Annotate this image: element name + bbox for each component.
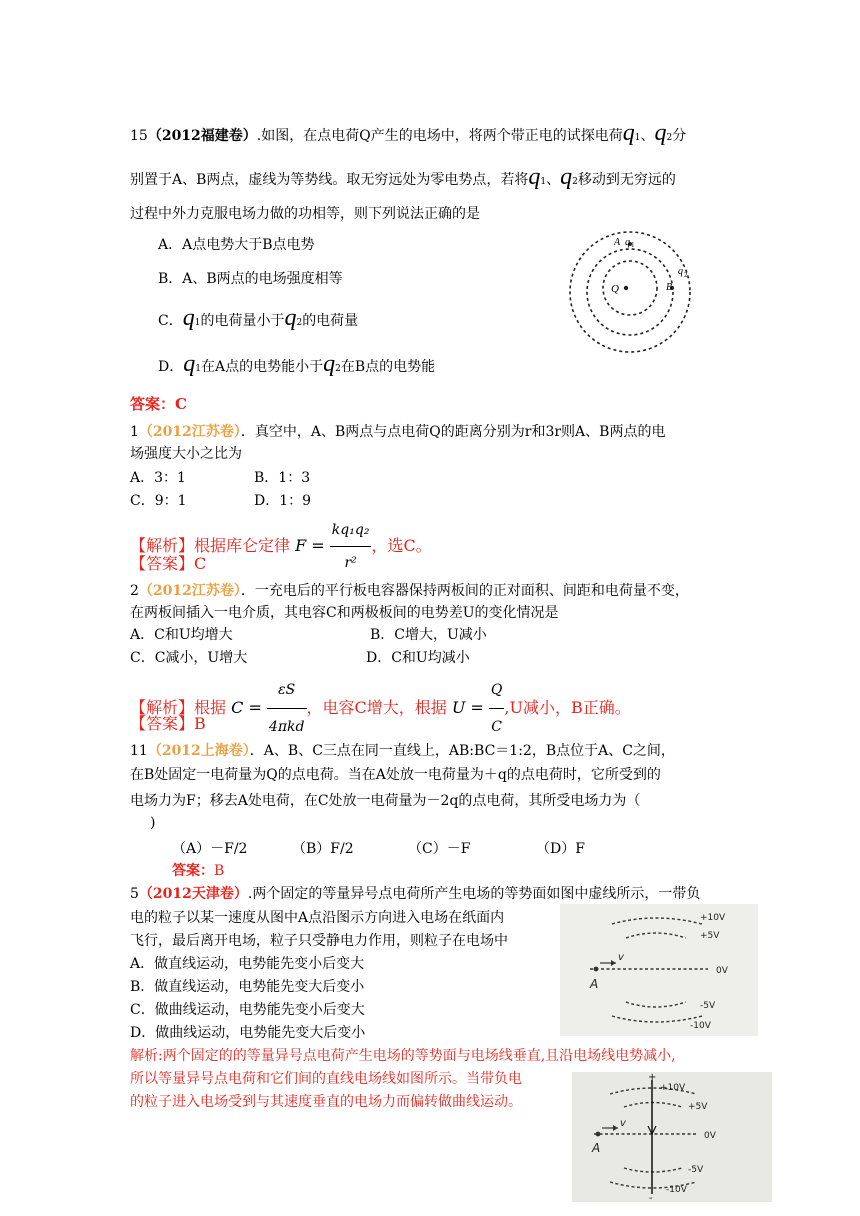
q2-option-b: B．C增大，U减小 bbox=[370, 627, 487, 643]
q15-fig-label-b: B bbox=[666, 282, 673, 293]
q15-q1-sub: 1 bbox=[634, 133, 641, 143]
q11-answer-label: 答案： bbox=[172, 863, 214, 879]
q5-analysis-line1: 解析:两个固定的的等量异号点电荷产生电场的等势面与电场线垂直,且沿电场线电势减小, bbox=[130, 1048, 676, 1064]
q15-q1-sub-2: 1 bbox=[540, 177, 547, 187]
q2-option-d: D．C和U均减小 bbox=[366, 650, 470, 666]
q15-line2 bbox=[130, 165, 676, 189]
q15-option-d-q2: q bbox=[323, 351, 336, 377]
q1-line2: 场强度大小之比为 bbox=[130, 446, 242, 462]
q15-option-d-q1: q bbox=[183, 351, 196, 377]
q5-fig1-label-m10: -10V bbox=[690, 1021, 711, 1031]
q15-text-1b: 分 bbox=[672, 128, 687, 144]
q5-option-b: B．做直线运动，电势能先变大后变小 bbox=[130, 979, 365, 995]
q1-option-b: B．1：3 bbox=[254, 470, 311, 486]
q11-option-a: （A）－F/2 bbox=[172, 841, 248, 857]
q1-analysis-prefix: 【解析】根据库仑定律 bbox=[130, 536, 291, 555]
q5-fig2-label-0v: 0V bbox=[704, 1131, 716, 1141]
q2-option-c: C．C减小，U增大 bbox=[130, 650, 248, 666]
q2-answer: 【答案】B bbox=[130, 714, 206, 733]
q2-formula1-num: εS bbox=[267, 672, 307, 709]
q5-fig1-label-p10: +10V bbox=[700, 913, 726, 923]
q5-fig2-label-minus: - bbox=[649, 1193, 653, 1202]
q1-line1 bbox=[130, 425, 665, 439]
q15-option-c-prefix: C． bbox=[158, 313, 183, 329]
q5-line2: 电的粒子以某一速度从图中A点沿图示方向进入电场在纸面内 bbox=[130, 910, 505, 926]
q5-fig2-label-plus: + bbox=[648, 1072, 657, 1083]
q11-line1 bbox=[130, 744, 675, 758]
q5-source: （2012天津卷） bbox=[138, 886, 248, 902]
q1-text-1: ．真空中，A、B两点与点电荷Q的距离分别为r和3r则A、B两点的电 bbox=[240, 424, 666, 440]
q15-q1-symbol: q bbox=[622, 120, 635, 146]
q11-option-c: （C）－F bbox=[408, 841, 471, 857]
q15-option-c-q1: q bbox=[182, 305, 195, 331]
q5-line3: 飞行，最后离开电场，粒子只受静电力作用，则粒子在电场中 bbox=[130, 933, 508, 949]
q5-fig2-label-v: v bbox=[620, 1118, 626, 1129]
q5-fig1-point-a bbox=[594, 967, 599, 972]
q5-fig2-label-p5: +5V bbox=[688, 1102, 708, 1112]
q15-charge-q-dot bbox=[624, 286, 628, 290]
q15-option-d-prefix: D． bbox=[158, 359, 184, 375]
q11-line3: 电场力为F；移去A处电荷，在C处放一电荷量为－2q的点电荷，其所受电场力为（ bbox=[130, 793, 641, 809]
q15-fig-label-q: Q bbox=[611, 283, 619, 295]
q2-source: （2012江苏卷） bbox=[138, 583, 241, 599]
q2-formula1-lhs: C = bbox=[231, 698, 262, 717]
q15-option-d-mid: 在A点的电势能小于 bbox=[200, 359, 324, 375]
q2-formula2-lhs: U = bbox=[451, 698, 484, 717]
q2-line1 bbox=[130, 584, 689, 598]
q15-option-c bbox=[158, 306, 358, 330]
q2-number: 2 bbox=[130, 583, 139, 599]
q1-analysis-suffix: ，选C。 bbox=[371, 536, 432, 555]
q15-option-d-q2-sub: 2 bbox=[335, 364, 341, 374]
q15-fig-label-q1: q bbox=[625, 237, 630, 248]
q15-option-c-q2-sub: 2 bbox=[296, 318, 303, 328]
q15-option-c-q1-sub: 1 bbox=[194, 318, 201, 328]
q2-formula1-fraction bbox=[267, 672, 307, 745]
q15-number: 15 bbox=[130, 128, 148, 144]
q2-analysis-suffix: ,U减小，B正确。 bbox=[504, 698, 631, 717]
q5-equipotential-figure bbox=[560, 904, 758, 1036]
q5-text-1: .两个固定的等量异号点电荷所产生电场的等势面如图中虚线所示，一带负 bbox=[247, 886, 701, 902]
q11-option-b: （B）F/2 bbox=[292, 841, 354, 857]
q2-text-1: ．一充电后的平行板电容器保持两板间的正对面积、间距和电荷量不变， bbox=[240, 583, 689, 599]
q5-fig2-label-m10: -10V bbox=[666, 1185, 687, 1195]
q15-fig-label-q2: q bbox=[678, 266, 683, 277]
q15-answer: 答案：C bbox=[130, 395, 187, 413]
q11-number: 11 bbox=[130, 743, 148, 759]
q5-number: 5 bbox=[130, 886, 139, 902]
q11-answer bbox=[172, 864, 224, 878]
q15-option-b: B．A、B两点的电场强度相等 bbox=[158, 271, 343, 287]
q1-option-c: C．9：1 bbox=[130, 493, 187, 509]
q15-source: （2012福建卷） bbox=[147, 128, 257, 144]
q15-fig-label-q1-sub: 1 bbox=[631, 241, 635, 249]
q5-field-line-figure bbox=[572, 1072, 772, 1202]
q15-line1 bbox=[130, 121, 686, 145]
q15-q2-symbol: q bbox=[654, 120, 667, 146]
q5-line1 bbox=[130, 887, 700, 901]
q15-equipotential-figure bbox=[556, 226, 712, 358]
q2-formula1-den: 4πkd bbox=[268, 719, 305, 735]
q5-fig1-label-p5: +5V bbox=[700, 931, 720, 941]
q15-text-1a: .如图，在点电荷Q产生的电场中，将两个带正电的试探电荷 bbox=[256, 128, 623, 144]
q5-fig1-label-a: A bbox=[590, 977, 599, 991]
q5-fig2-label-m5: -5V bbox=[688, 1165, 704, 1175]
q1-answer: 【答案】C bbox=[130, 554, 207, 573]
q1-formula-den: r² bbox=[344, 555, 357, 571]
q5-option-c: C．做曲线运动，电势能先变小后变大 bbox=[130, 1002, 365, 1018]
q15-option-d-q1-sub: 1 bbox=[195, 364, 201, 374]
q15-line3: 过程中外力克服电场力做的功相等，则下列说法正确的是 bbox=[130, 206, 480, 222]
q1-number: 1 bbox=[130, 424, 139, 440]
q11-source: （2012上海卷） bbox=[147, 743, 250, 759]
q5-fig1-label-v: v bbox=[618, 952, 624, 963]
q15-sep: 、 bbox=[640, 128, 655, 144]
q15-option-c-q2: q bbox=[284, 305, 297, 331]
q2-formula2-fraction bbox=[489, 672, 504, 745]
q2-line2: 在两板间插入一电介质，其电容C和两极板间的电势差U的变化情况是 bbox=[130, 605, 559, 621]
q5-analysis-line2: 所以等量异号点电荷和它们间的直线电场线如图所示。当带负电 bbox=[130, 1071, 522, 1087]
q11-text-1: ．A、B、C三点在同一直线上，AB:BC＝1:2，B点位于A、C之间， bbox=[249, 743, 675, 759]
q15-text-2a: 别置于A、B两点，虚线为等势线。取无穷远处为零电势点，若将 bbox=[130, 172, 529, 188]
q5-fig2-label-p10: +10V bbox=[660, 1083, 686, 1093]
q15-fig-label-a: A bbox=[614, 237, 621, 248]
q15-option-d bbox=[158, 352, 435, 376]
q15-sep-2: 、 bbox=[546, 172, 561, 188]
q2-analysis-prefix: 【解析】根据 bbox=[130, 698, 227, 717]
q1-option-a: A．3：1 bbox=[130, 470, 186, 486]
q1-option-d: D．1：9 bbox=[254, 493, 312, 509]
q11-answer-value: B bbox=[214, 863, 225, 879]
q1-source: （2012江苏卷） bbox=[138, 424, 241, 440]
q5-option-d: D．做曲线运动，电势能先变大后变小 bbox=[130, 1025, 366, 1041]
q15-q2-sub-2: 2 bbox=[572, 177, 578, 187]
q15-q2-symbol-2: q bbox=[560, 164, 573, 190]
q15-option-c-mid: 的电荷量小于 bbox=[200, 313, 285, 329]
q11-line4: ) bbox=[150, 815, 156, 831]
q15-option-a: A．A点电势大于B点电势 bbox=[158, 237, 315, 253]
q15-q2-sub: 2 bbox=[666, 133, 673, 143]
q5-fig2-point-a bbox=[596, 1132, 601, 1137]
q2-analysis bbox=[130, 672, 631, 745]
q5-analysis-line3: 的粒子进入电场受到与其速度垂直的电场力而偏转做曲线运动。 bbox=[130, 1094, 522, 1110]
q1-formula-lhs: F = bbox=[295, 536, 325, 555]
q5-fig1-label-0v: 0V bbox=[716, 966, 728, 976]
q2-formula2-den: C bbox=[491, 719, 503, 735]
q15-q1-symbol-2: q bbox=[528, 164, 541, 190]
q5-fig1-label-m5: -5V bbox=[700, 1001, 716, 1011]
q11-line2: 在B处固定一电荷量为Q的点电荷。当在A处放一电荷量为＋q的点电荷时，它所受到的 bbox=[130, 767, 661, 783]
q2-analysis-mid: ，电容C增大，根据 bbox=[306, 698, 447, 717]
q2-formula2-num: Q bbox=[489, 672, 504, 709]
q15-fig-label-q2-sub: 2 bbox=[684, 271, 688, 279]
q15-option-c-end: 的电荷量 bbox=[302, 313, 359, 329]
q15-option-d-end: 在B点的电势能 bbox=[340, 359, 436, 375]
q5-option-a: A．做直线运动，电势能先变小后变大 bbox=[130, 956, 365, 972]
q5-fig2-label-a: A bbox=[592, 1141, 601, 1155]
q11-option-d: （D）F bbox=[536, 841, 585, 857]
q1-formula-num: kq₁q₂ bbox=[330, 514, 372, 547]
q2-option-a: A．C和U均增大 bbox=[130, 627, 233, 643]
q1-formula-fraction bbox=[330, 514, 372, 579]
q15-text-2b: 移动到无穷远的 bbox=[577, 172, 676, 188]
